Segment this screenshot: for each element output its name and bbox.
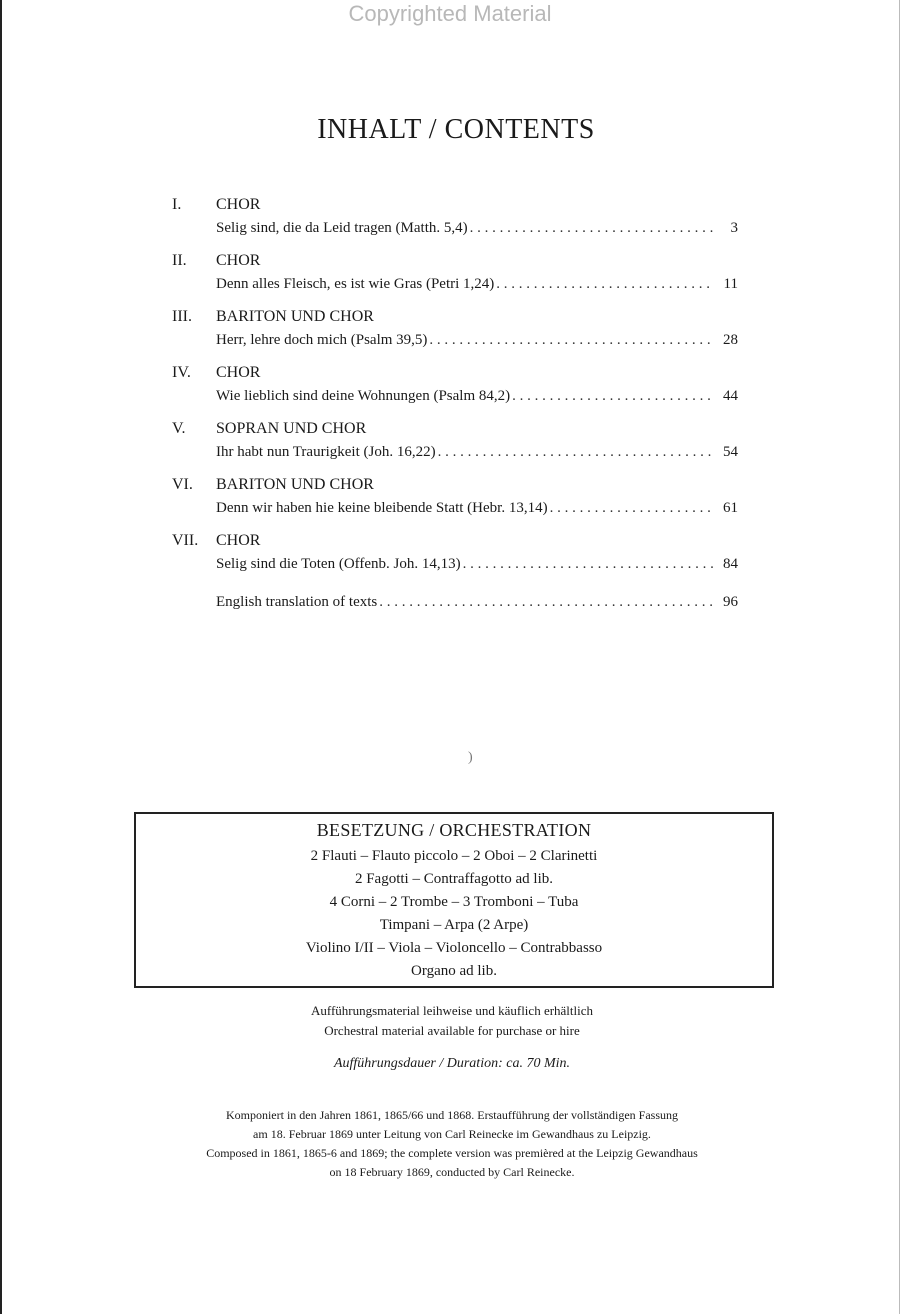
dot-leader xyxy=(463,556,714,573)
toc-entry xyxy=(172,252,738,308)
toc-entry-line xyxy=(216,276,738,293)
toc-entry xyxy=(172,196,738,252)
toc-entry-number: III. xyxy=(172,308,192,325)
toc-entry-line xyxy=(216,388,738,405)
toc-entry-page: 84 xyxy=(723,556,738,572)
orchestration-box xyxy=(134,812,774,988)
orchestration-line: Organo ad lib. xyxy=(411,963,497,979)
toc-entry-heading: SOPRAN UND CHOR xyxy=(216,420,367,437)
dot-leader xyxy=(550,500,714,517)
toc-entry-text: Denn wir haben hie keine bleibende Statt (Hebr. 13,14) xyxy=(216,500,548,516)
orchestration-line: 4 Corni – 2 Trombe – 3 Tromboni – Tuba xyxy=(329,894,579,910)
toc-entry xyxy=(172,364,738,420)
dot-leader xyxy=(512,388,714,405)
toc-entry-text: Ihr habt nun Traurigkeit (Joh. 16,22) xyxy=(216,444,436,460)
toc-entry-text: English translation of texts xyxy=(216,594,378,610)
toc-entry-heading: CHOR xyxy=(216,196,261,213)
material-text-en: Orchestral material available for purchase or hire xyxy=(324,1023,580,1038)
duration-text: Aufführungsdauer / Duration: ca. 70 Min. xyxy=(333,1056,571,1071)
orchestration-line: Timpani – Arpa (2 Arpe) xyxy=(379,917,529,933)
material-text-de: Aufführungsmaterial leihweise und käuflich erhältlich xyxy=(310,1003,594,1018)
page-title: INHALT / CONTENTS xyxy=(317,114,595,145)
toc-entry-text: Selig sind die Toten (Offenb. Joh. 14,13) xyxy=(216,556,461,572)
dot-leader xyxy=(470,220,714,237)
stray-mark: ) xyxy=(468,750,473,765)
material-availability xyxy=(0,1001,900,1041)
toc-entry-heading: CHOR xyxy=(216,252,261,269)
note-line: on 18 February 1869, conducted by Carl Reinecke. xyxy=(329,1165,575,1179)
orchestration-line: Violino I/II – Viola – Violoncello – Contrabbasso xyxy=(305,940,603,956)
composition-notes xyxy=(0,1106,900,1182)
dot-leader xyxy=(496,276,714,293)
copyright-watermark: Copyrighted Material xyxy=(348,1,552,26)
note-line: am 18. Februar 1869 unter Leitung von Carl Reinecke im Gewandhaus zu Leipzig. xyxy=(253,1127,651,1141)
orchestration-title: BESETZUNG / ORCHESTRATION xyxy=(316,820,592,840)
toc-entry-heading: CHOR xyxy=(216,364,261,381)
toc-entry-line xyxy=(216,444,738,461)
note-line: Composed in 1861, 1865-6 and 1869; the complete version was premièred at the Leipzig Gewandhaus xyxy=(206,1146,698,1160)
toc-entry-page: 28 xyxy=(723,332,738,348)
toc-entry-number: VI. xyxy=(172,476,193,493)
orchestration-list xyxy=(136,845,772,983)
toc-entry-text: Herr, lehre doch mich (Psalm 39,5) xyxy=(216,332,428,348)
toc-entry-heading: BARITON UND CHOR xyxy=(216,308,374,325)
toc-entry-page: 61 xyxy=(723,500,738,516)
toc-entry-heading: BARITON UND CHOR xyxy=(216,476,374,493)
toc-entry-number: IV. xyxy=(172,364,191,381)
toc-entry-heading: CHOR xyxy=(216,532,261,549)
toc-entry-page: 11 xyxy=(723,276,738,292)
toc-entry-page: 96 xyxy=(723,594,738,610)
toc-entry-page: 54 xyxy=(723,444,738,460)
dot-leader xyxy=(429,332,714,349)
toc-entry-line xyxy=(216,220,738,237)
table-of-contents xyxy=(172,196,738,610)
note-line: Komponiert in den Jahren 1861, 1865/66 und 1868. Erstaufführung der vollständigen Fassung xyxy=(225,1108,679,1122)
toc-entry-line xyxy=(216,556,738,573)
orchestration-line: 2 Flauti – Flauto piccolo – 2 Oboi – 2 Clarinetti xyxy=(310,848,598,864)
toc-entry-number: II. xyxy=(172,252,187,269)
toc-entry-text: Denn alles Fleisch, es ist wie Gras (Petri 1,24) xyxy=(216,276,495,292)
toc-entry-number: I. xyxy=(172,196,182,213)
toc-entry-line xyxy=(216,500,738,517)
toc-entry-text: Wie lieblich sind deine Wohnungen (Psalm 84,2) xyxy=(216,388,511,404)
toc-entry xyxy=(172,532,738,588)
toc-entry xyxy=(172,476,738,532)
toc-english-translation xyxy=(216,594,738,611)
toc-entry-number: VII. xyxy=(172,532,199,549)
toc-entry-page: 3 xyxy=(730,220,738,236)
toc-entry xyxy=(172,308,738,364)
toc-entry xyxy=(172,420,738,476)
toc-entry-line xyxy=(216,332,738,349)
orchestration-line: 2 Fagotti – Contraffagotto ad lib. xyxy=(354,871,554,887)
toc-entry-text: Selig sind, die da Leid tragen (Matth. 5,4) xyxy=(216,220,468,236)
toc-entry-number: V. xyxy=(172,420,186,437)
toc-entry-page: 44 xyxy=(723,388,738,404)
dot-leader xyxy=(438,444,714,461)
dot-leader xyxy=(379,594,714,611)
